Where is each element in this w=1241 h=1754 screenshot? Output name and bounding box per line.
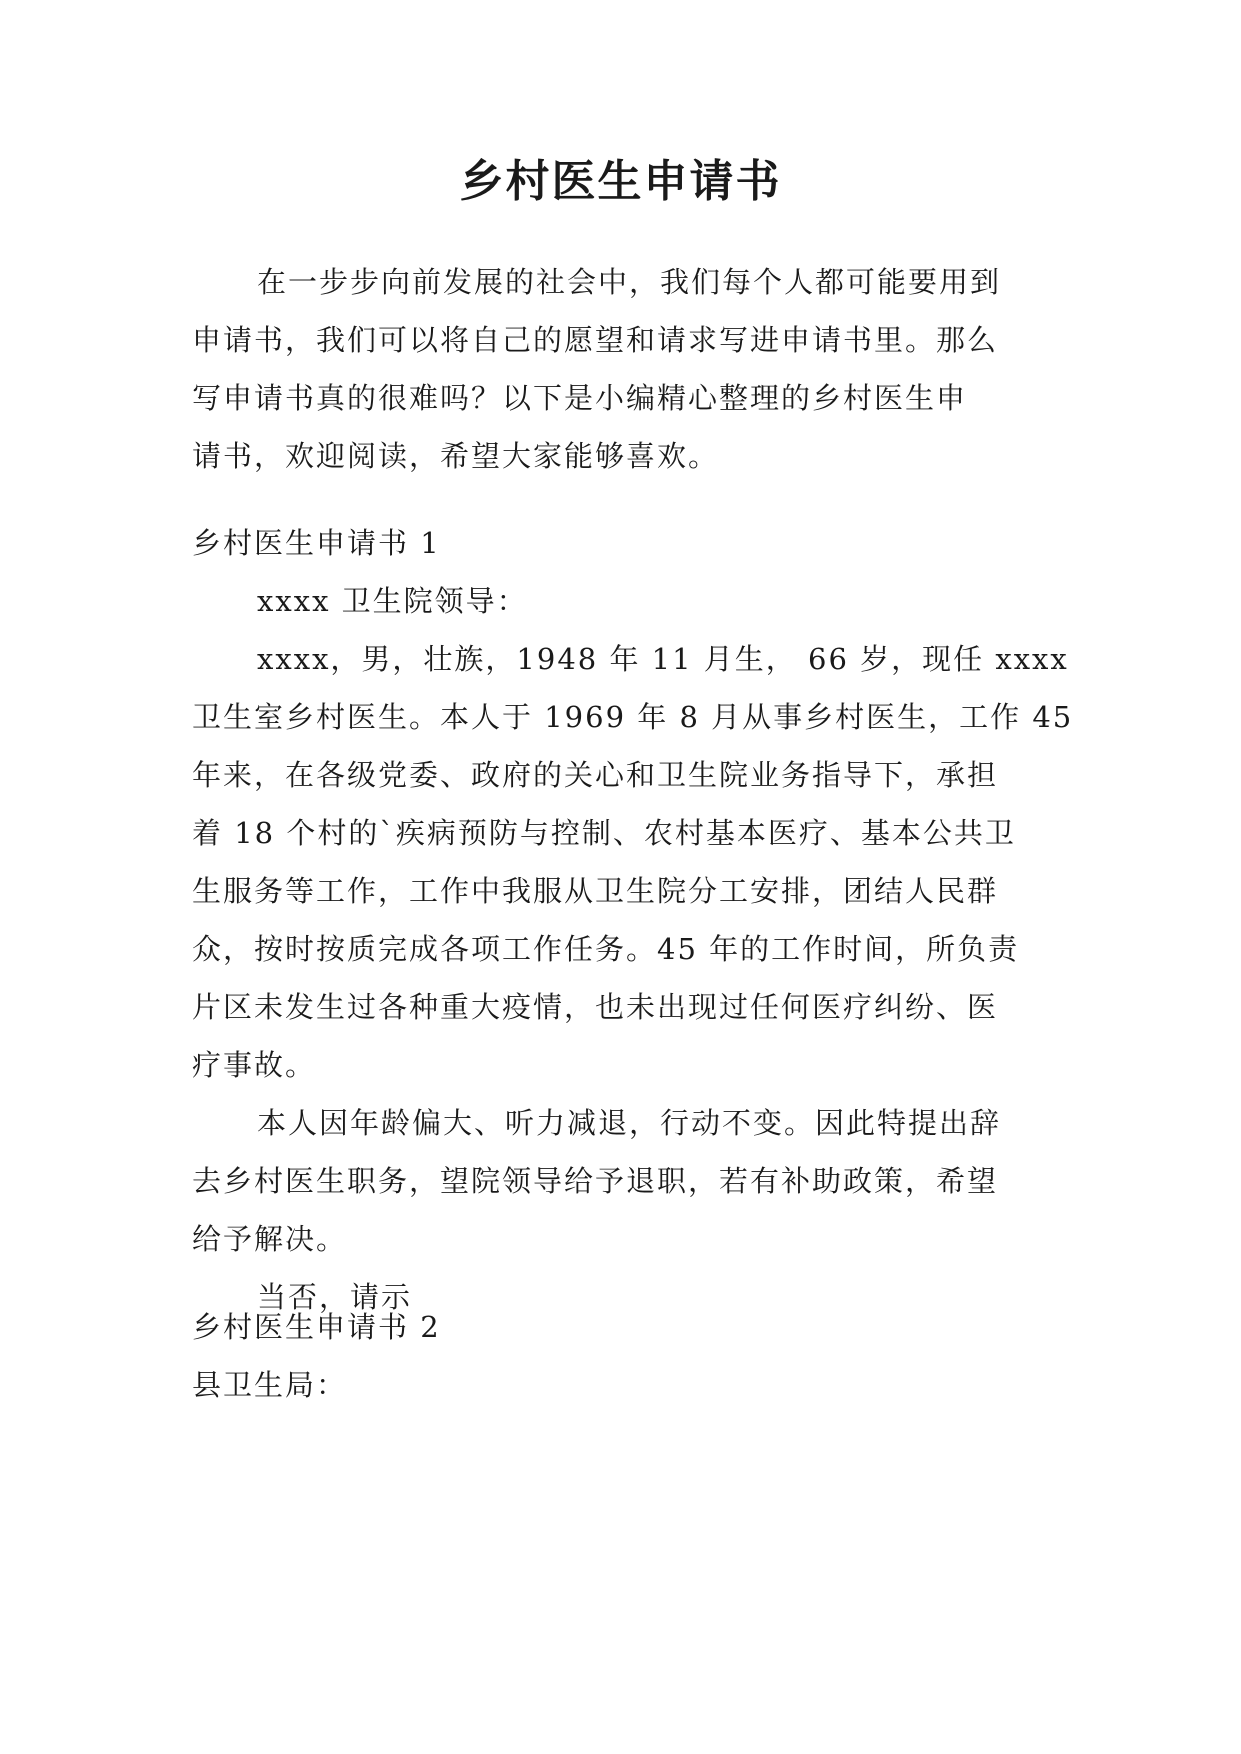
section-heading: 乡村医生申请书 2 — [192, 1310, 441, 1344]
paragraph-line: xxxx，男，壮族，1948 年 11 月生， 66 岁，现任 xxxx — [257, 642, 1069, 676]
paragraph-line: 给予解决。 — [192, 1222, 348, 1256]
intro-line: 在一步步向前发展的社会中，我们每个人都可能要用到 — [257, 265, 1002, 299]
intro-paragraph — [192, 253, 1052, 485]
section-heading: 乡村医生申请书 1 — [192, 526, 441, 560]
salutation: xxxx 卫生院领导： — [257, 584, 528, 618]
paragraph-line: 卫生室乡村医生。本人于 1969 年 8 月从事乡村医生，工作 45 — [192, 700, 1074, 734]
salutation: 县卫生局： — [192, 1368, 348, 1402]
section-2 — [192, 1298, 1052, 1414]
paragraph-line: 疗事故。 — [192, 1048, 317, 1082]
paragraph-line: 本人因年龄偏大、听力减退，行动不变。因此特提出辞 — [257, 1106, 1002, 1140]
closing-line: 当否，请示 — [257, 1280, 413, 1314]
paragraph-line: 年来，在各级党委、政府的关心和卫生院业务指导下，承担 — [192, 758, 999, 792]
paragraph-line: 着 18 个村的`疾病预防与控制、农村基本医疗、基本公共卫 — [192, 816, 1016, 850]
paragraph-line: 片区未发生过各种重大疫情，也未出现过任何医疗纠纷、医 — [192, 990, 999, 1024]
section-1 — [192, 514, 1074, 1326]
document-title: 乡村医生申请书 — [459, 156, 782, 207]
intro-line: 写申请书真的很难吗？以下是小编精心整理的乡村医生申 — [192, 381, 968, 415]
paragraph-line: 生服务等工作，工作中我服从卫生院分工安排，团结人民群 — [192, 874, 999, 908]
intro-line: 请书，欢迎阅读，希望大家能够喜欢。 — [192, 439, 720, 473]
paragraph-line: 众，按时按质完成各项工作任务。45 年的工作时间，所负责 — [192, 932, 1020, 966]
intro-line: 申请书，我们可以将自己的愿望和请求写进申请书里。那么 — [192, 323, 999, 357]
paragraph-line: 去乡村医生职务，望院领导给予退职，若有补助政策，希望 — [192, 1164, 999, 1198]
